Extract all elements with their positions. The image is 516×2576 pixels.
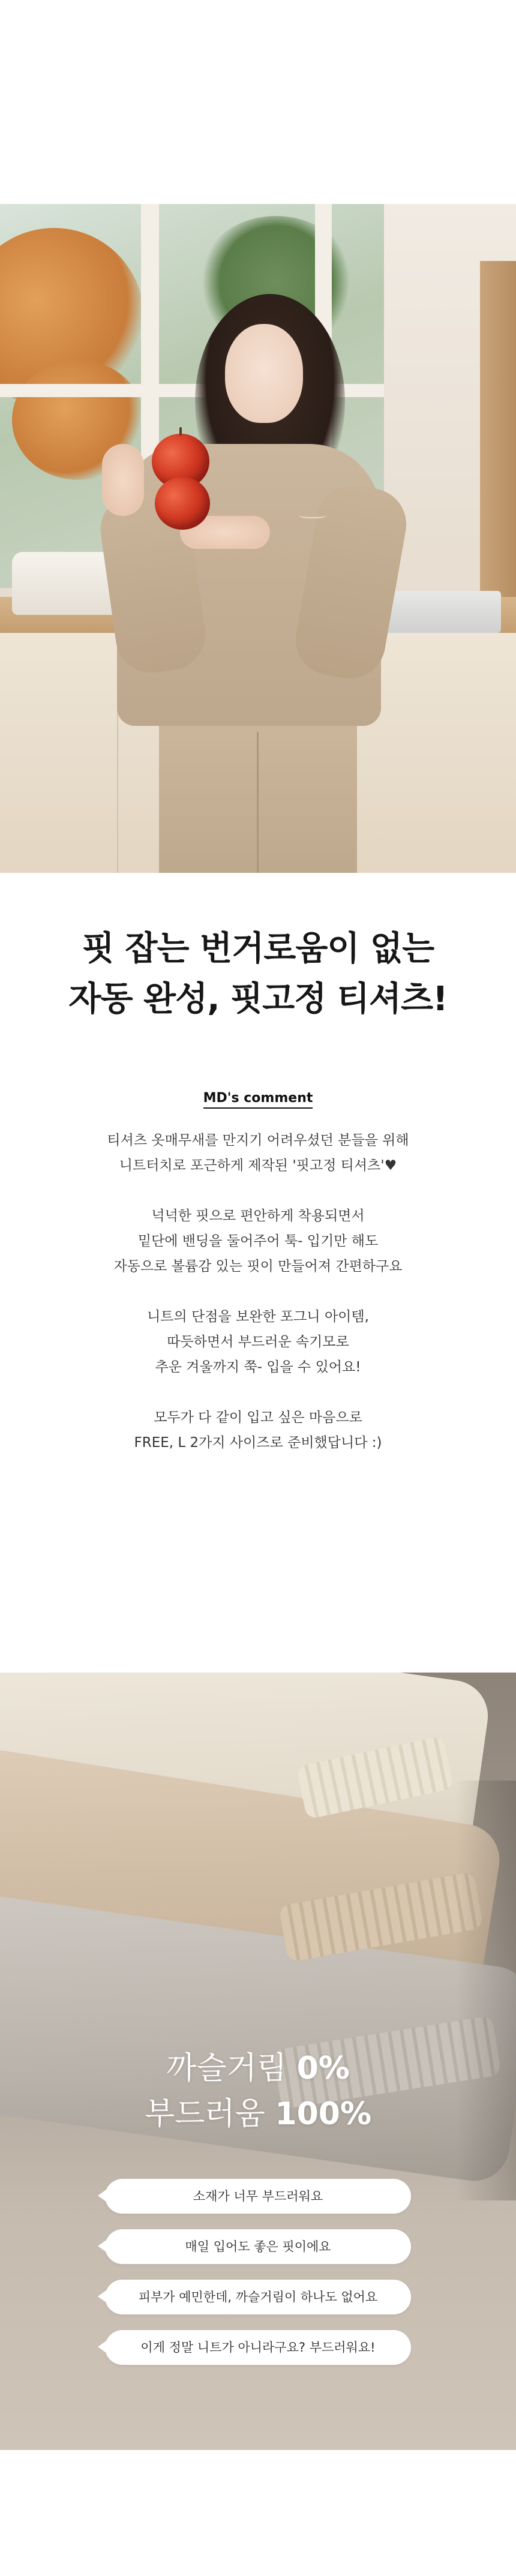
comment-line: 넉넉한 핏으로 편안하게 착용되면서: [151, 1208, 365, 1224]
texture-label: 까슬거림: [166, 2050, 287, 2086]
review-bubble: 매일 입어도 좋은 핏이에요: [105, 2229, 411, 2264]
md-comment-title: [0, 1091, 516, 1106]
comment-paragraph: [0, 1203, 516, 1279]
apple-icon: [155, 477, 210, 530]
review-bubble: 피부가 예민한데, 까슬거림이 하나도 없어요: [105, 2280, 411, 2314]
review-bubble: 이게 정말 니트가 아니라구요? 부드러워요!: [105, 2330, 411, 2365]
shadow: [456, 1781, 516, 2200]
texture-headline: [0, 2046, 516, 2137]
comment-line: 밑단에 밴딩을 둘어주어 툭- 입기만 해도: [137, 1233, 379, 1249]
texture-value: 0%: [296, 2050, 350, 2086]
comment-paragraph: [0, 1405, 516, 1455]
review-bubble: 소재가 너무 부드러워요: [105, 2179, 411, 2214]
md-comment-body: [0, 1128, 516, 1481]
headline-line: 핏 잡는 번거로움이 없는: [82, 929, 434, 968]
texture-line-softness: [0, 2091, 516, 2137]
comment-paragraph: [0, 1128, 516, 1178]
comment-line: 추운 겨울까지 쭉- 입을 수 있어요!: [155, 1359, 361, 1375]
texture-line-roughness: [0, 2046, 516, 2091]
comment-line: 티셔츠 옷매무새를 만지기 어려우셨던 분들을 위해: [107, 1133, 409, 1148]
hero-photo: [0, 204, 516, 873]
pants-seam: [257, 732, 259, 873]
comment-line: 모두가 다 같이 입고 싶은 마음으로: [154, 1410, 362, 1425]
embroidered-logo: [299, 511, 326, 518]
texture-label: 부드러움: [144, 2096, 265, 2132]
model-hand-left: [102, 444, 144, 516]
comment-line: 니트터치로 포근하게 제작된 '핏고정 티셔츠'♥: [119, 1158, 397, 1173]
comment-line: 니트의 단점을 보완한 포그니 아이템,: [147, 1309, 369, 1325]
comment-paragraph: [0, 1304, 516, 1380]
model-face: [225, 324, 303, 423]
texture-value: 100%: [275, 2096, 372, 2132]
comment-line: FREE, L 2가지 사이즈로 준비했답니다 :): [134, 1435, 382, 1451]
wooden-shelf: [480, 261, 516, 597]
comment-line: 자동으로 볼륨감 있는 핏이 만들어져 간편하구요: [113, 1259, 403, 1274]
comment-line: 따듯하면서 부드러운 속기모로: [167, 1334, 349, 1350]
apple-stem: [179, 427, 182, 436]
headline-line: 자동 완성, 핏고정 티셔츠!: [68, 980, 448, 1019]
page-headline: [0, 924, 516, 1025]
md-comment-title-text: MD's comment: [203, 1091, 313, 1109]
